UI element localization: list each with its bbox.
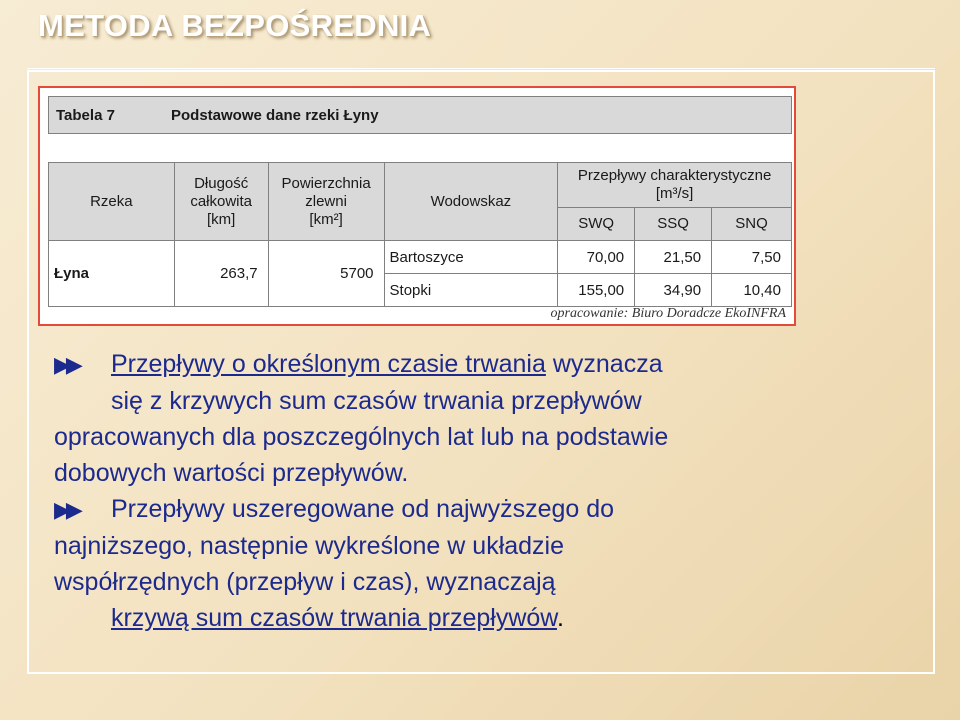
p1-line1-rest: wyznacza xyxy=(545,350,663,378)
link-duration-curve[interactable]: krzywą sum czasów trwania przepływów xyxy=(111,604,557,632)
header-gauge: Wodowskaz xyxy=(384,163,558,241)
paragraph-1 xyxy=(54,346,914,491)
header-ssq: SSQ xyxy=(635,208,712,241)
header-length-l1: Długość xyxy=(194,174,249,192)
header-river: Rzeka xyxy=(49,163,175,241)
cell-snq: 10,40 xyxy=(712,274,792,307)
p2-end-period: . xyxy=(556,604,564,632)
cell-gauge: Bartoszyce xyxy=(384,241,558,274)
p2-line1: Przepływy uszeregowane od najwyższego do xyxy=(111,495,615,523)
header-swq: SWQ xyxy=(558,208,635,241)
cell-snq: 7,50 xyxy=(712,241,792,274)
header-snq: SNQ xyxy=(712,208,792,241)
p2-line2: najniższego, następnie wykreślone w układzie xyxy=(54,532,565,560)
cell-ssq: 34,90 xyxy=(635,274,712,307)
table-source-note: opracowanie: Biuro Doradcze EkoINFRA xyxy=(550,306,786,321)
header-length xyxy=(174,163,268,241)
table-caption xyxy=(48,96,792,134)
cell-swq: 155,00 xyxy=(558,274,635,307)
table-number: Tabela 7 xyxy=(56,107,115,124)
table-title: Podstawowe dane rzeki Łyny xyxy=(171,107,379,124)
paragraph-2 xyxy=(54,491,914,636)
double-arrow-bullet-icon: ▶▶ xyxy=(54,497,78,522)
cell-swq: 70,00 xyxy=(558,241,635,274)
header-flows-l1: Przepływy charakterystyczne xyxy=(577,167,772,184)
cell-river: Łyna xyxy=(49,241,175,307)
cell-area: 5700 xyxy=(268,241,384,307)
p1-line2: się z krzywych sum czasów trwania przepływów xyxy=(111,387,642,415)
header-flows xyxy=(558,163,792,208)
river-data-table xyxy=(48,162,792,307)
slide-title: METODA BEZPOŚREDNIA xyxy=(38,8,432,43)
header-area xyxy=(268,163,384,241)
header-length-l2: całkowita xyxy=(190,192,253,210)
cell-length: 263,7 xyxy=(174,241,268,307)
cell-ssq: 21,50 xyxy=(635,241,712,274)
cell-gauge: Stopki xyxy=(384,274,558,307)
p1-line3: opracowanych dla poszczególnych lat lub na podstawie xyxy=(54,423,669,451)
p2-line3: współrzędnych (przepływ i czas), wyznaczają xyxy=(54,568,556,596)
p1-line4: dobowych wartości przepływów. xyxy=(54,459,409,487)
body-text xyxy=(54,346,914,636)
double-arrow-bullet-icon: ▶▶ xyxy=(54,352,78,377)
p2-line4 xyxy=(54,604,564,632)
header-length-l3: [km] xyxy=(207,210,236,228)
header-area-l2: zlewni xyxy=(305,192,347,210)
header-area-l3: [km²] xyxy=(309,210,343,228)
link-flow-duration[interactable]: Przepływy o określonym czasie trwania xyxy=(111,350,546,378)
header-area-l1: Powierzchnia xyxy=(281,174,371,192)
title-rule xyxy=(27,68,935,69)
table-figure xyxy=(38,86,796,326)
header-flows-l2: [m³/s] xyxy=(655,185,694,202)
